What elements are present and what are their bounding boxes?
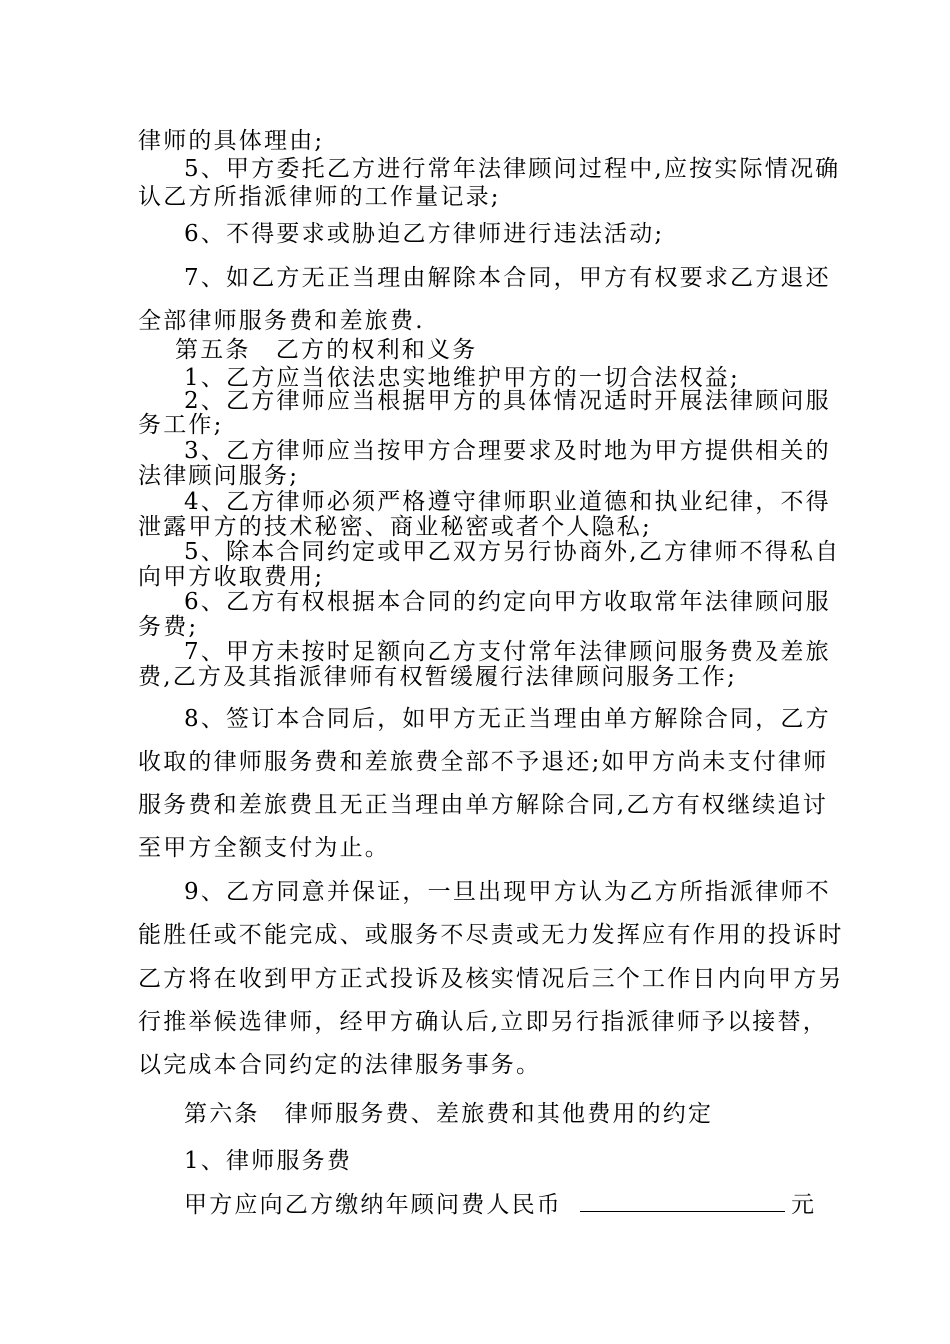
text-line: 全部律师服务费和差旅费.	[138, 308, 425, 334]
text-line: 律师的具体理由;	[138, 128, 325, 154]
text-line: 能胜任或不能完成、或服务不尽责或无力发挥应有作用的投诉时	[138, 922, 844, 948]
text-line: 服务费和差旅费且无正当理由单方解除合同,乙方有权继续追讨	[138, 792, 828, 818]
text-line: 至甲方全额支付为止。	[138, 835, 390, 861]
text-line: 务工作;	[138, 412, 224, 438]
text-line: 认乙方所指派律师的工作量记录;	[138, 184, 501, 210]
text-line: 8、签订本合同后，如甲方无正当理由单方解除合同，乙方	[184, 706, 831, 732]
text-line: 务费;	[138, 614, 199, 640]
text-line: 6、乙方有权根据本合同的约定向甲方收取常年法律顾问服	[184, 589, 831, 615]
text-line: 7、如乙方无正当理由解除本合同，甲方有权要求乙方退还	[184, 265, 831, 291]
section-heading: 第五条 乙方的权利和义务	[175, 337, 478, 363]
fee-line-suffix: 元	[791, 1192, 817, 1218]
text-line: 1、乙方应当依法忠实地维护甲方的一切合法权益;	[184, 365, 740, 391]
text-line: 5、甲方委托乙方进行常年法律顾问过程中,应按实际情况确	[184, 156, 841, 182]
fee-amount-blank	[580, 1191, 785, 1212]
text-line: 1、律师服务费	[184, 1148, 353, 1174]
section-heading: 第六条 律师服务费、差旅费和其他费用的约定	[184, 1101, 714, 1127]
fee-line-prefix: 甲方应向乙方缴纳年顾问费人民币	[184, 1192, 562, 1218]
text-line: 4、乙方律师必须严格遵守律师职业道德和执业纪律，不得	[184, 489, 831, 515]
text-line: 向甲方收取费用;	[138, 564, 325, 590]
text-line: 泄露甲方的技术秘密、商业秘密或者个人隐私;	[138, 514, 652, 540]
text-line: 费,乙方及其指派律师有权暂缓履行法律顾问服务工作;	[138, 664, 738, 690]
fee-line	[184, 1186, 816, 1219]
text-line: 5、除本合同约定或甲乙双方另行协商外,乙方律师不得私自	[184, 539, 841, 565]
text-line: 9、乙方同意并保证，一旦出现甲方认为乙方所指派律师不	[184, 879, 831, 905]
text-line: 3、乙方律师应当按甲方合理要求及时地为甲方提供相关的	[184, 438, 831, 464]
text-line: 以完成本合同约定的法律服务事务。	[138, 1052, 542, 1078]
text-line: 7、甲方未按时足额向乙方支付常年法律顾问服务费及差旅	[184, 639, 831, 665]
text-line: 乙方将在收到甲方正式投诉及核实情况后三个工作日内向甲方另	[138, 966, 844, 992]
text-line: 收取的律师服务费和差旅费全部不予退还;如甲方尚未支付律师	[138, 749, 829, 775]
text-line: 法律顾问服务;	[138, 463, 300, 489]
text-line: 行推举候选律师，经甲方确认后,立即另行指派律师予以接替，	[138, 1009, 828, 1035]
text-line: 6、不得要求或胁迫乙方律师进行违法活动;	[184, 221, 665, 247]
text-line: 2、乙方律师应当根据甲方的具体情况适时开展法律顾问服	[184, 388, 831, 414]
